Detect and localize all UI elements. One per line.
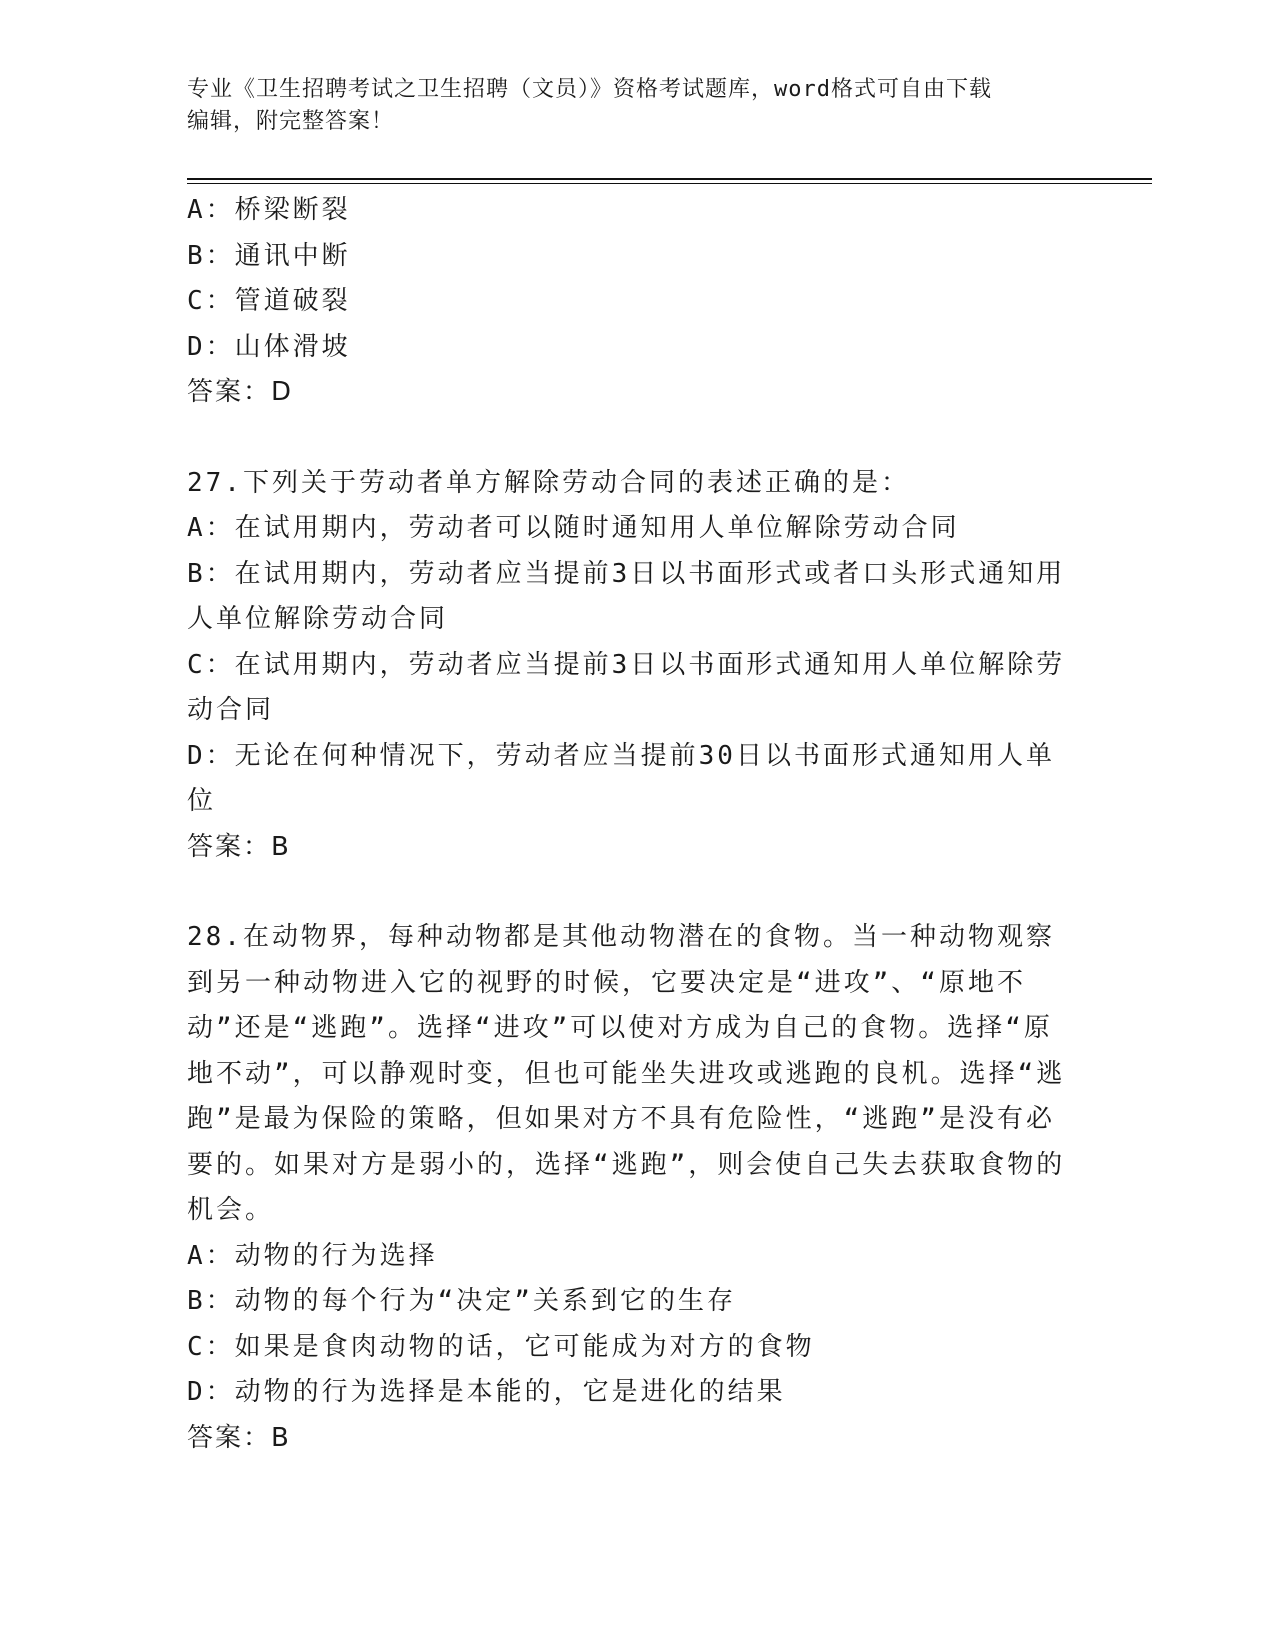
header-divider-thick: [187, 178, 1152, 180]
question-28-block: [187, 915, 1077, 1461]
question-content: [187, 188, 1077, 1461]
header-title-line-2: 编辑，附完整答案！: [187, 109, 395, 134]
q28-option-b: B：动物的每个行为“决定”关系到它的生存: [187, 1286, 736, 1316]
q27-option-d: D：无论在何种情况下，劳动者应当提前30日以书面形式通知用人单位: [187, 740, 1055, 816]
q27-option-c: C：在试用期内，劳动者应当提前3日以书面形式通知用人单位解除劳动合同: [187, 649, 1066, 725]
q28-option-c: C：如果是食肉动物的话，它可能成为对方的食物: [187, 1331, 815, 1362]
header-divider-thin: [187, 183, 1152, 184]
q28-option-d: D：动物的行为选择是本能的，它是进化的结果: [187, 1377, 786, 1407]
q26-option-b: B：通讯中断: [187, 240, 351, 271]
q26-option-d: D：山体滑坡: [187, 331, 351, 362]
header-title-line-1: 专业《卫生招聘考试之卫生招聘（文员）》资格考试题库，word格式可自由下载: [187, 77, 992, 102]
spacer: [187, 870, 1077, 915]
q26-option-c: C：管道破裂: [187, 286, 351, 316]
q28-question: 28.在动物界，每种动物都是其他动物潜在的食物。当一种动物观察到另一种动物进入它的视野的时候，它要决定是“进攻”、“原地不动”还是“逃跑”。选择“进攻”可以使对方成为自己的食物。选择“原地不动”，可以静观时变，但也可能坐失进攻或逃跑的良机。选择“逃跑”是最为保险的策略，但如果对方不具有危险性，“逃跑”是没有必要的。如果对方是弱小的，选择“逃跑”，则会使自己失去获取食物的机会。: [187, 922, 1066, 1225]
q27-option-a: A：在试用期内，劳动者可以随时通知用人单位解除劳动合同: [187, 513, 960, 543]
question-26-block: [187, 188, 1077, 416]
q28-option-a: A：动物的行为选择: [187, 1240, 438, 1271]
question-27-block: [187, 461, 1077, 871]
q27-answer: 答案：B: [187, 831, 291, 862]
q26-option-a: A：桥梁断裂: [187, 195, 351, 225]
q27-question: 27.下列关于劳动者单方解除劳动合同的表述正确的是：: [187, 467, 910, 498]
spacer: [187, 416, 1077, 461]
q26-answer: 答案：D: [187, 377, 294, 407]
page-header: [187, 74, 1087, 138]
q27-option-b: B：在试用期内，劳动者应当提前3日以书面形式或者口头形式通知用人单位解除劳动合同: [187, 558, 1066, 634]
q28-answer: 答案：B: [187, 1422, 291, 1453]
